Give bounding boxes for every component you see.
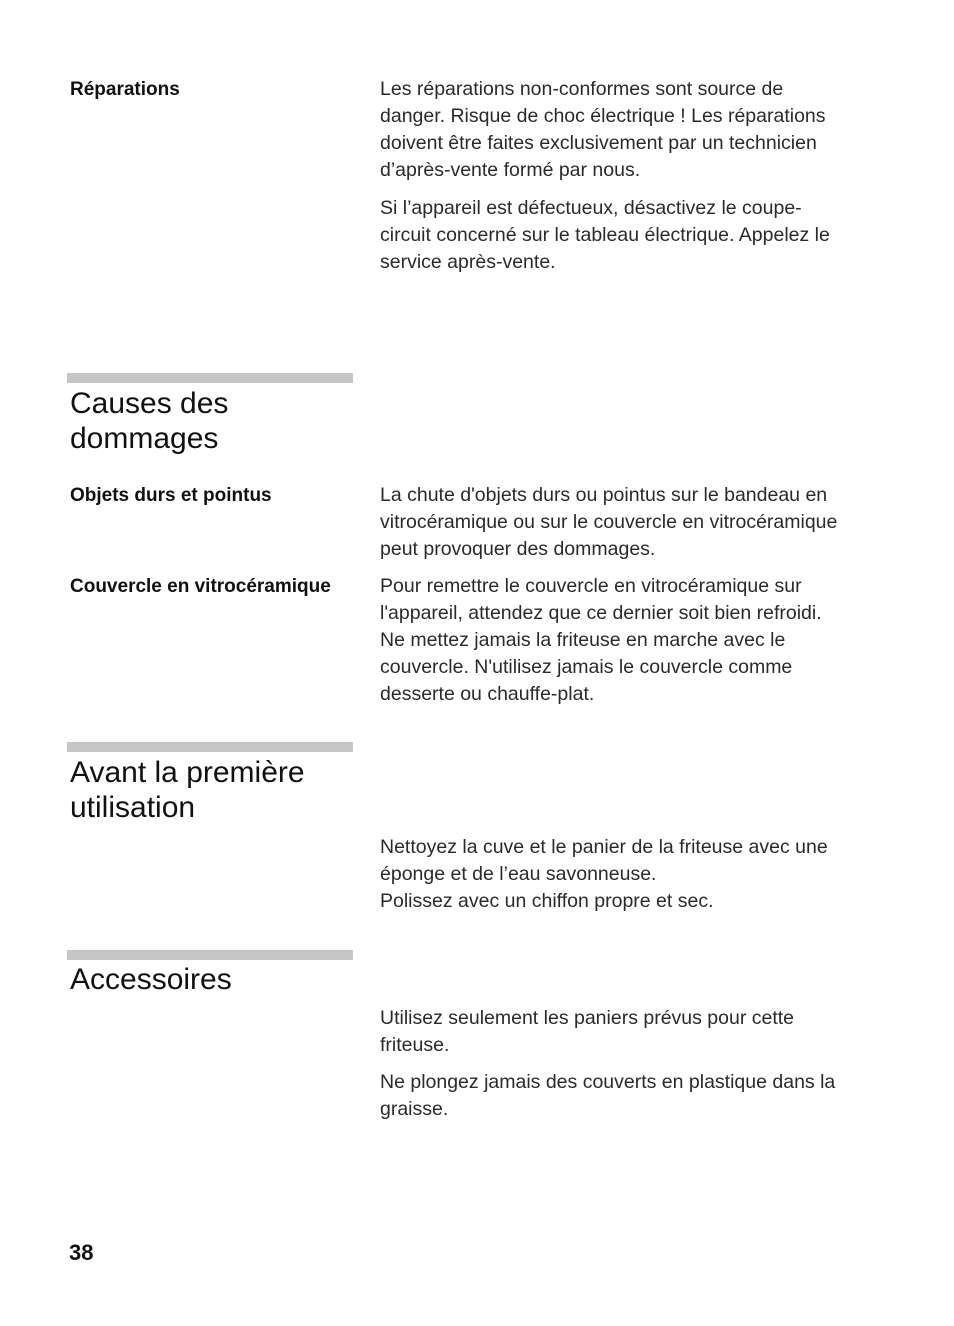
section-divider-bar bbox=[67, 950, 353, 960]
first-use-text bbox=[380, 834, 900, 915]
accessories-paragraph-1 bbox=[380, 1005, 900, 1059]
text-line: service après-vente. bbox=[380, 251, 556, 273]
text-line: doivent être faites exclusivement par un technicien bbox=[380, 132, 817, 154]
hard-objects-label: Objets durs et pointus bbox=[70, 485, 272, 506]
text-line: Pour remettre le couvercle en vitrocéramique sur bbox=[380, 575, 802, 597]
heading-line: dommages bbox=[70, 422, 219, 455]
damage-heading bbox=[70, 386, 228, 456]
repairs-paragraph-1 bbox=[380, 76, 900, 184]
page-number: 38 bbox=[69, 1240, 94, 1265]
text-line: Ne plongez jamais des couverts en plastique dans la bbox=[380, 1071, 836, 1093]
text-line: Nettoyez la cuve et le panier de la friteuse avec une bbox=[380, 836, 828, 858]
text-line: d’après-vente formé par nous. bbox=[380, 159, 641, 181]
text-line: Utilisez seulement les paniers prévus pour cette bbox=[380, 1007, 795, 1029]
text-line: desserte ou chauffe-plat. bbox=[380, 683, 595, 705]
hard-objects-text bbox=[380, 482, 900, 563]
accessories-heading bbox=[70, 962, 232, 997]
text-line: éponge et de l’eau savonneuse. bbox=[380, 863, 657, 885]
text-line: peut provoquer des dommages. bbox=[380, 538, 656, 560]
text-line: Si l’appareil est défectueux, désactivez le coupe- bbox=[380, 197, 802, 219]
text-line: circuit concerné sur le tableau électrique. Appelez le bbox=[380, 224, 830, 246]
heading-line: utilisation bbox=[70, 791, 196, 824]
text-line: Polissez avec un chiffon propre et sec. bbox=[380, 890, 714, 912]
heading-line: Avant la première bbox=[70, 756, 305, 789]
heading-line: Accessoires bbox=[70, 963, 232, 996]
text-line: Ne mettez jamais la friteuse en marche avec le bbox=[380, 629, 786, 651]
accessories-paragraph-2 bbox=[380, 1069, 900, 1123]
text-line: couvercle. N'utilisez jamais le couvercle comme bbox=[380, 656, 793, 678]
repairs-paragraph-2 bbox=[380, 195, 900, 276]
lid-text bbox=[380, 573, 900, 708]
lid-label: Couvercle en vitrocéramique bbox=[70, 576, 331, 597]
text-line: vitrocéramique ou sur le couvercle en vitrocéramique bbox=[380, 511, 838, 533]
text-line: graisse. bbox=[380, 1098, 449, 1120]
section-divider-bar bbox=[67, 373, 353, 383]
text-line: La chute d'objets durs ou pointus sur le bandeau en bbox=[380, 484, 828, 506]
first-use-heading bbox=[70, 755, 305, 825]
text-line: danger. Risque de choc électrique ! Les réparations bbox=[380, 105, 826, 127]
text-line: friteuse. bbox=[380, 1034, 450, 1056]
repairs-label: Réparations bbox=[70, 79, 180, 100]
section-divider-bar bbox=[67, 742, 353, 752]
text-line: Les réparations non-conformes sont source de bbox=[380, 78, 784, 100]
heading-line: Causes des bbox=[70, 387, 229, 420]
text-line: l'appareil, attendez que ce dernier soit bien refroidi. bbox=[380, 602, 822, 624]
